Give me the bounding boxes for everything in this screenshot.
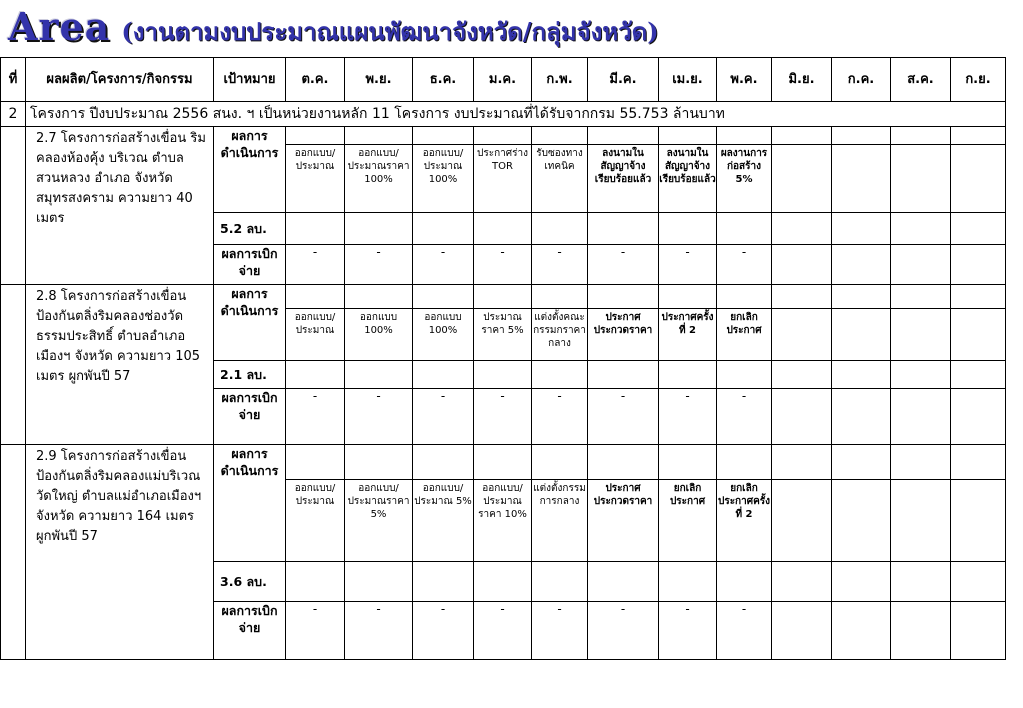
month-cell <box>951 213 1006 245</box>
month-cell <box>345 127 413 145</box>
month-cell <box>286 445 345 480</box>
spend-cell: - <box>588 389 659 445</box>
month-cell <box>891 389 951 445</box>
month-cell <box>951 361 1006 389</box>
op-status-cell: ออกแบบ/ประมาณ 100% <box>413 145 474 213</box>
month-cell <box>717 361 772 389</box>
month-cell <box>532 285 588 309</box>
month-cell <box>286 285 345 309</box>
header-month: ก.พ. <box>532 58 588 102</box>
summary-no: 2 <box>1 102 26 127</box>
project-no-cell <box>1 445 26 660</box>
month-cell <box>891 213 951 245</box>
title-thai: (งานตามงบประมาณแผนพัฒนาจังหวัด/กลุ่มจังหวัด) <box>121 17 659 46</box>
month-cell <box>891 127 951 145</box>
header-month: มิ.ย. <box>772 58 832 102</box>
month-cell <box>772 245 832 285</box>
month-cell <box>286 213 345 245</box>
month-cell <box>772 562 832 602</box>
month-cell <box>951 445 1006 480</box>
op-status-cell: แต่งตั้งกรรม การกลาง <box>532 480 588 562</box>
month-cell <box>474 445 532 480</box>
header-month: ต.ค. <box>286 58 345 102</box>
budget-label: 2.1 ลบ. <box>214 361 286 389</box>
op-status-cell: ออกแบบ/ประมาณราคา 100% <box>345 145 413 213</box>
month-cell <box>413 562 474 602</box>
spend-label: ผลการเบิกจ่าย <box>214 389 286 445</box>
op-status-cell: ประกาศร่าง TOR <box>474 145 532 213</box>
op-status-cell: ออกแบบ 100% <box>345 309 413 361</box>
op-status-cell: ยกเลิกประกาศครั้งที่ 2 <box>717 480 772 562</box>
spend-cell: - <box>717 245 772 285</box>
month-cell <box>345 445 413 480</box>
month-cell <box>772 602 832 660</box>
header-product: ผลผลิต/โครงการ/กิจกรรม <box>26 58 214 102</box>
month-cell <box>659 127 717 145</box>
spend-cell: - <box>413 245 474 285</box>
op-label: ผลการดำเนินการ <box>214 445 286 562</box>
month-cell <box>832 145 891 213</box>
month-cell <box>832 213 891 245</box>
op-status-cell: ประมาณราคา 5% <box>474 309 532 361</box>
month-cell <box>951 245 1006 285</box>
op-status-cell: ลงนามในสัญญาจ้างเรียบร้อยแล้ว <box>588 145 659 213</box>
spend-cell: - <box>532 389 588 445</box>
header-month: เม.ย. <box>659 58 717 102</box>
spend-cell: - <box>659 245 717 285</box>
month-cell <box>891 145 951 213</box>
month-cell <box>659 562 717 602</box>
project-op-head-row <box>1 445 1006 480</box>
header-month: ธ.ค. <box>413 58 474 102</box>
month-cell <box>832 480 891 562</box>
month-cell <box>659 445 717 480</box>
month-cell <box>891 361 951 389</box>
month-cell <box>951 389 1006 445</box>
month-cell <box>345 361 413 389</box>
month-cell <box>772 389 832 445</box>
op-status-cell: ผลงานการก่อสร้าง 5% <box>717 145 772 213</box>
project-no-cell <box>1 285 26 445</box>
project-no-cell <box>1 127 26 285</box>
summary-row <box>1 102 1006 127</box>
month-cell <box>832 445 891 480</box>
page-title <box>8 4 659 52</box>
month-cell <box>532 445 588 480</box>
month-cell <box>588 213 659 245</box>
month-cell <box>413 285 474 309</box>
month-cell <box>772 285 832 309</box>
month-cell <box>588 562 659 602</box>
spend-cell: - <box>286 245 345 285</box>
header-month: มี.ค. <box>588 58 659 102</box>
month-cell <box>588 445 659 480</box>
month-cell <box>345 285 413 309</box>
spend-cell: - <box>588 602 659 660</box>
month-cell <box>772 309 832 361</box>
op-status-cell: ลงนามในสัญญาจ้างเรียบร้อยแล้ว <box>659 145 717 213</box>
project-description: 2.9 โครงการก่อสร้างเขื่อนป้องกันตลิ่งริมคลองแม่บริเวณวัดใหญ่ ตำบลแม่อำเภอเมืองฯ จังหวัด ความยาว 164 เมตร ผูกพันปี 57 <box>26 445 214 660</box>
month-cell <box>951 480 1006 562</box>
header-target: เป้าหมาย <box>214 58 286 102</box>
spend-cell: - <box>532 245 588 285</box>
month-cell <box>413 213 474 245</box>
header-month: พ.ค. <box>717 58 772 102</box>
month-cell <box>891 480 951 562</box>
spend-cell: - <box>345 602 413 660</box>
month-cell <box>832 361 891 389</box>
month-cell <box>532 562 588 602</box>
project-description: 2.7 โครงการก่อสร้างเขื่อน ริมคลองห้องคุ้ง บริเวณ ตำบลสวนหลวง อำเภอ จังหวัดสมุทรสงคราม ความยาว 40 เมตร <box>26 127 214 285</box>
spend-label: ผลการเบิกจ่าย <box>214 245 286 285</box>
month-cell <box>659 361 717 389</box>
month-cell <box>832 285 891 309</box>
title-english: Area <box>8 4 111 49</box>
month-cell <box>951 602 1006 660</box>
month-cell <box>345 562 413 602</box>
month-cell <box>832 562 891 602</box>
spend-cell: - <box>286 602 345 660</box>
header-month: ม.ค. <box>474 58 532 102</box>
op-status-cell: ประกาศประกวดราคา <box>588 480 659 562</box>
month-cell <box>832 309 891 361</box>
month-cell <box>832 245 891 285</box>
header-month: ก.ค. <box>832 58 891 102</box>
op-status-cell: ออกแบบ/ประมาณ 5% <box>413 480 474 562</box>
month-cell <box>891 562 951 602</box>
op-status-cell: ประกาศประกวดราคา <box>588 309 659 361</box>
budget-label: 3.6 ลบ. <box>214 562 286 602</box>
summary-text: โครงการ ปีงบประมาณ 2556 สนง. ฯ เป็นหน่วยงานหลัก 11 โครงการ งบประมาณที่ได้รับจากกรม 55.753 ล้านบาท <box>26 102 1006 127</box>
op-label: ผลการดำเนินการ <box>214 127 286 213</box>
month-cell <box>772 480 832 562</box>
month-cell <box>891 309 951 361</box>
project-op-head-row <box>1 285 1006 309</box>
month-cell <box>474 562 532 602</box>
op-status-cell: ออกแบบ/ประมาณ <box>286 145 345 213</box>
month-cell <box>891 245 951 285</box>
header-no: ที่ <box>1 58 26 102</box>
month-cell <box>772 127 832 145</box>
month-cell <box>659 285 717 309</box>
month-cell <box>717 562 772 602</box>
month-cell <box>474 127 532 145</box>
month-cell <box>588 361 659 389</box>
header-month: พ.ย. <box>345 58 413 102</box>
month-cell <box>891 285 951 309</box>
month-cell <box>832 389 891 445</box>
month-cell <box>951 285 1006 309</box>
op-label: ผลการดำเนินการ <box>214 285 286 361</box>
month-cell <box>772 145 832 213</box>
spend-cell: - <box>659 602 717 660</box>
op-status-cell: แต่งตั้งคณะกรรมกราคากลาง <box>532 309 588 361</box>
op-status-cell: ออกแบบ 100% <box>413 309 474 361</box>
month-cell <box>413 361 474 389</box>
spend-cell: - <box>588 245 659 285</box>
month-cell <box>832 602 891 660</box>
spend-cell: - <box>532 602 588 660</box>
month-cell <box>772 361 832 389</box>
plan-table <box>0 57 1006 660</box>
op-status-cell: ออกแบบ/ประมาณราคา 5% <box>345 480 413 562</box>
spend-cell: - <box>345 389 413 445</box>
month-cell <box>588 127 659 145</box>
month-cell <box>832 127 891 145</box>
month-cell <box>286 562 345 602</box>
month-cell <box>413 127 474 145</box>
spend-cell: - <box>286 389 345 445</box>
spend-cell: - <box>717 602 772 660</box>
spend-cell: - <box>717 389 772 445</box>
month-cell <box>532 213 588 245</box>
month-cell <box>588 285 659 309</box>
month-cell <box>717 285 772 309</box>
spend-cell: - <box>659 389 717 445</box>
month-cell <box>951 309 1006 361</box>
project-op-head-row <box>1 127 1006 145</box>
month-cell <box>345 213 413 245</box>
op-status-cell: ประกาศครั้งที่ 2 <box>659 309 717 361</box>
project-description: 2.8 โครงการก่อสร้างเขื่อนป้องกันตลิ่งริมคลองช่องวัดธรรมประสิทธิ์ ตำบลอำเภอเมืองฯ จังหวัด ความยาว 105 เมตร ผูกพันปี 57 <box>26 285 214 445</box>
op-status-cell: ออกแบบ/ประมาณ <box>286 480 345 562</box>
op-status-cell: รับซองทางเทคนิค <box>532 145 588 213</box>
header-row <box>1 58 1006 102</box>
month-cell <box>413 445 474 480</box>
month-cell <box>474 213 532 245</box>
op-status-cell: ยกเลิกประกาศ <box>717 309 772 361</box>
month-cell <box>891 445 951 480</box>
month-cell <box>717 127 772 145</box>
spend-cell: - <box>345 245 413 285</box>
op-status-cell: ออกแบบ/ประมาณราคา 10% <box>474 480 532 562</box>
budget-label: 5.2 ลบ. <box>214 213 286 245</box>
month-cell <box>891 602 951 660</box>
spend-label: ผลการเบิกจ่าย <box>214 602 286 660</box>
month-cell <box>772 445 832 480</box>
spend-cell: - <box>474 245 532 285</box>
month-cell <box>951 562 1006 602</box>
month-cell <box>717 445 772 480</box>
spend-cell: - <box>413 389 474 445</box>
spend-cell: - <box>474 602 532 660</box>
header-month: ก.ย. <box>951 58 1006 102</box>
month-cell <box>532 361 588 389</box>
month-cell <box>474 285 532 309</box>
spend-cell: - <box>413 602 474 660</box>
month-cell <box>286 127 345 145</box>
spend-cell: - <box>474 389 532 445</box>
op-status-cell: ยกเลิกประกาศ <box>659 480 717 562</box>
month-cell <box>659 213 717 245</box>
month-cell <box>532 127 588 145</box>
month-cell <box>717 213 772 245</box>
month-cell <box>772 213 832 245</box>
header-month: ส.ค. <box>891 58 951 102</box>
month-cell <box>951 145 1006 213</box>
month-cell <box>286 361 345 389</box>
op-status-cell: ออกแบบ/ประมาณ <box>286 309 345 361</box>
month-cell <box>951 127 1006 145</box>
month-cell <box>474 361 532 389</box>
